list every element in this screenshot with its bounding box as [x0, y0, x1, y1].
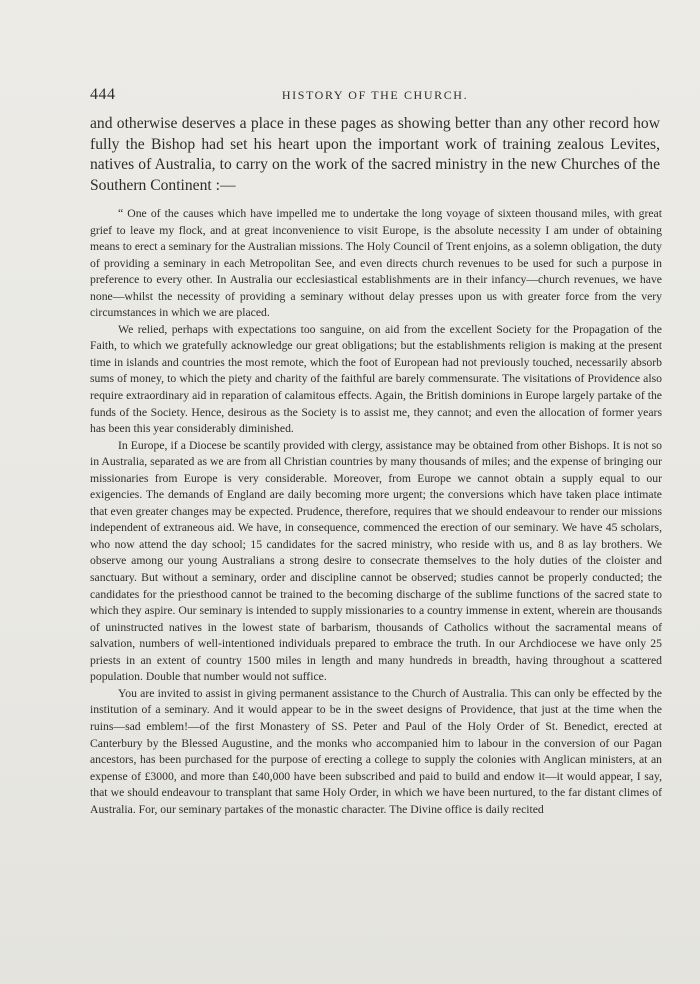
quote-paragraph-2: We relied, perhaps with expectations too sanguine, on aid from the excellent Society for the Propagation of the Faith, to which we gratefully acknowledge our great obligations; but the establishments religion is making at the present time in islands and countries the most remote, which the foot of European had not previously touched, necessarily absorb sums of money, to which the piety and charity of the faithful are barely commensurate. The visitations of Providence also require extraordinary aid in reparation of calamitous effects. Again, the British dominions in Europe largely partake of the funds of the Society. Hence, desirous as the Society is to assist me, they cannot; and even the allocation of former years has been this year considerably diminished. [90, 322, 662, 436]
quote-paragraph-4: You are invited to assist in giving permanent assistance to the Church of Australia. This can only be effected by the institution of a seminary. And it would appear to be in the sweet designs of Providence, that just at the time when the ruins—sad emblem!—of the first Monastery of SS. Peter and Paul of the Holy Order of St. Benedict, erected at Canterbury by the Blessed Augustine, and the monks who accompanied him to labour in the conversion of our Pagan ancestors, has been purchased for the purpose of erecting a college to supply the colonies with Anglican ministers, at an expense of £3000, and more than £40,000 have been subscribed and paid to build and endow it—it would appear, I say, that we should endeavour to transplant that same Holy Order, in which we have been nurtured, to the far distant climes of Australia. For, our seminary partakes of the monastic character. The Divine office is daily recited [90, 686, 662, 816]
page-number: 444 [90, 86, 116, 103]
running-title: HISTORY OF THE CHURCH. [281, 88, 469, 102]
quoted-letter [90, 206, 662, 818]
intro-paragraph: and otherwise deserves a place in these pages as showing better than any other record how fully the Bishop had set his heart upon the important work of training zealous Levites, natives of Australia, to carry on the work of the sacred ministry in the new Churches of the Southern Continent :— [90, 115, 660, 194]
quote-paragraph-3: In Europe, if a Diocese be scantily provided with clergy, assistance may be obtained from other Bishops. It is not so in Australia, separated as we are from all Christian countries by many thousands of miles; and the expense of bringing our missionaries from Europe is very considerable. Moreover, from Europe we cannot obtain a supply equal to our exigencies. The demands of England are daily becoming more urgent; the conversions which have taken place intimate that even greater changes may be expected. Prudence, therefore, requires that we should endeavour to render our missions independent of extraneous aid. We have, in consequence, commenced the erection of our seminary. We have 45 scholars, who now attend the day school; 15 candidates for the sacred ministry, who reside with us, and 8 as lay brothers. We observe among our young Australians a strong desire to consecrate themselves to the holy duties of the cloister and sanctuary. But without a seminary, order and discipline cannot be observed; studies cannot be properly conducted; the candidates for the priesthood cannot be trained to the becoming discharge of the sublime functions of the sacred state to which they aspire. Our seminary is intended to supply missionaries to a country immense in extent, wherein are thousands of uninstructed natives in the lowest state of barbarism, thousands of Catholics without the sacramental means of salvation, numbers of well-intentioned individuals prepared to embrace the truth. In our Archdiocese we have only 25 priests in an extent of country 1500 miles in length and many hundreds in breadth, having throughout a scattered population. Double that number would not suffice. [90, 438, 662, 684]
page-header [90, 86, 660, 106]
quote-paragraph-1: “ One of the causes which have impelled me to undertake the long voyage of sixteen thousand miles, with great grief to leave my flock, and at great inconvenience to visit Europe, is the absolute necessity I am under of obtaining means to erect a seminary for the Australian missions. The Holy Council of Trent enjoins, as a solemn obligation, the duty of providing a seminary in each Metropolitan See, and even directs church revenues to be used for such a purpose in preference to every other. In Australia our ecclesiastical establishments are in their infancy—church revenues, we have none—whilst the necessity of providing a seminary without delay presses upon us with greater force from the very circumstances in which we are placed. [90, 207, 662, 320]
